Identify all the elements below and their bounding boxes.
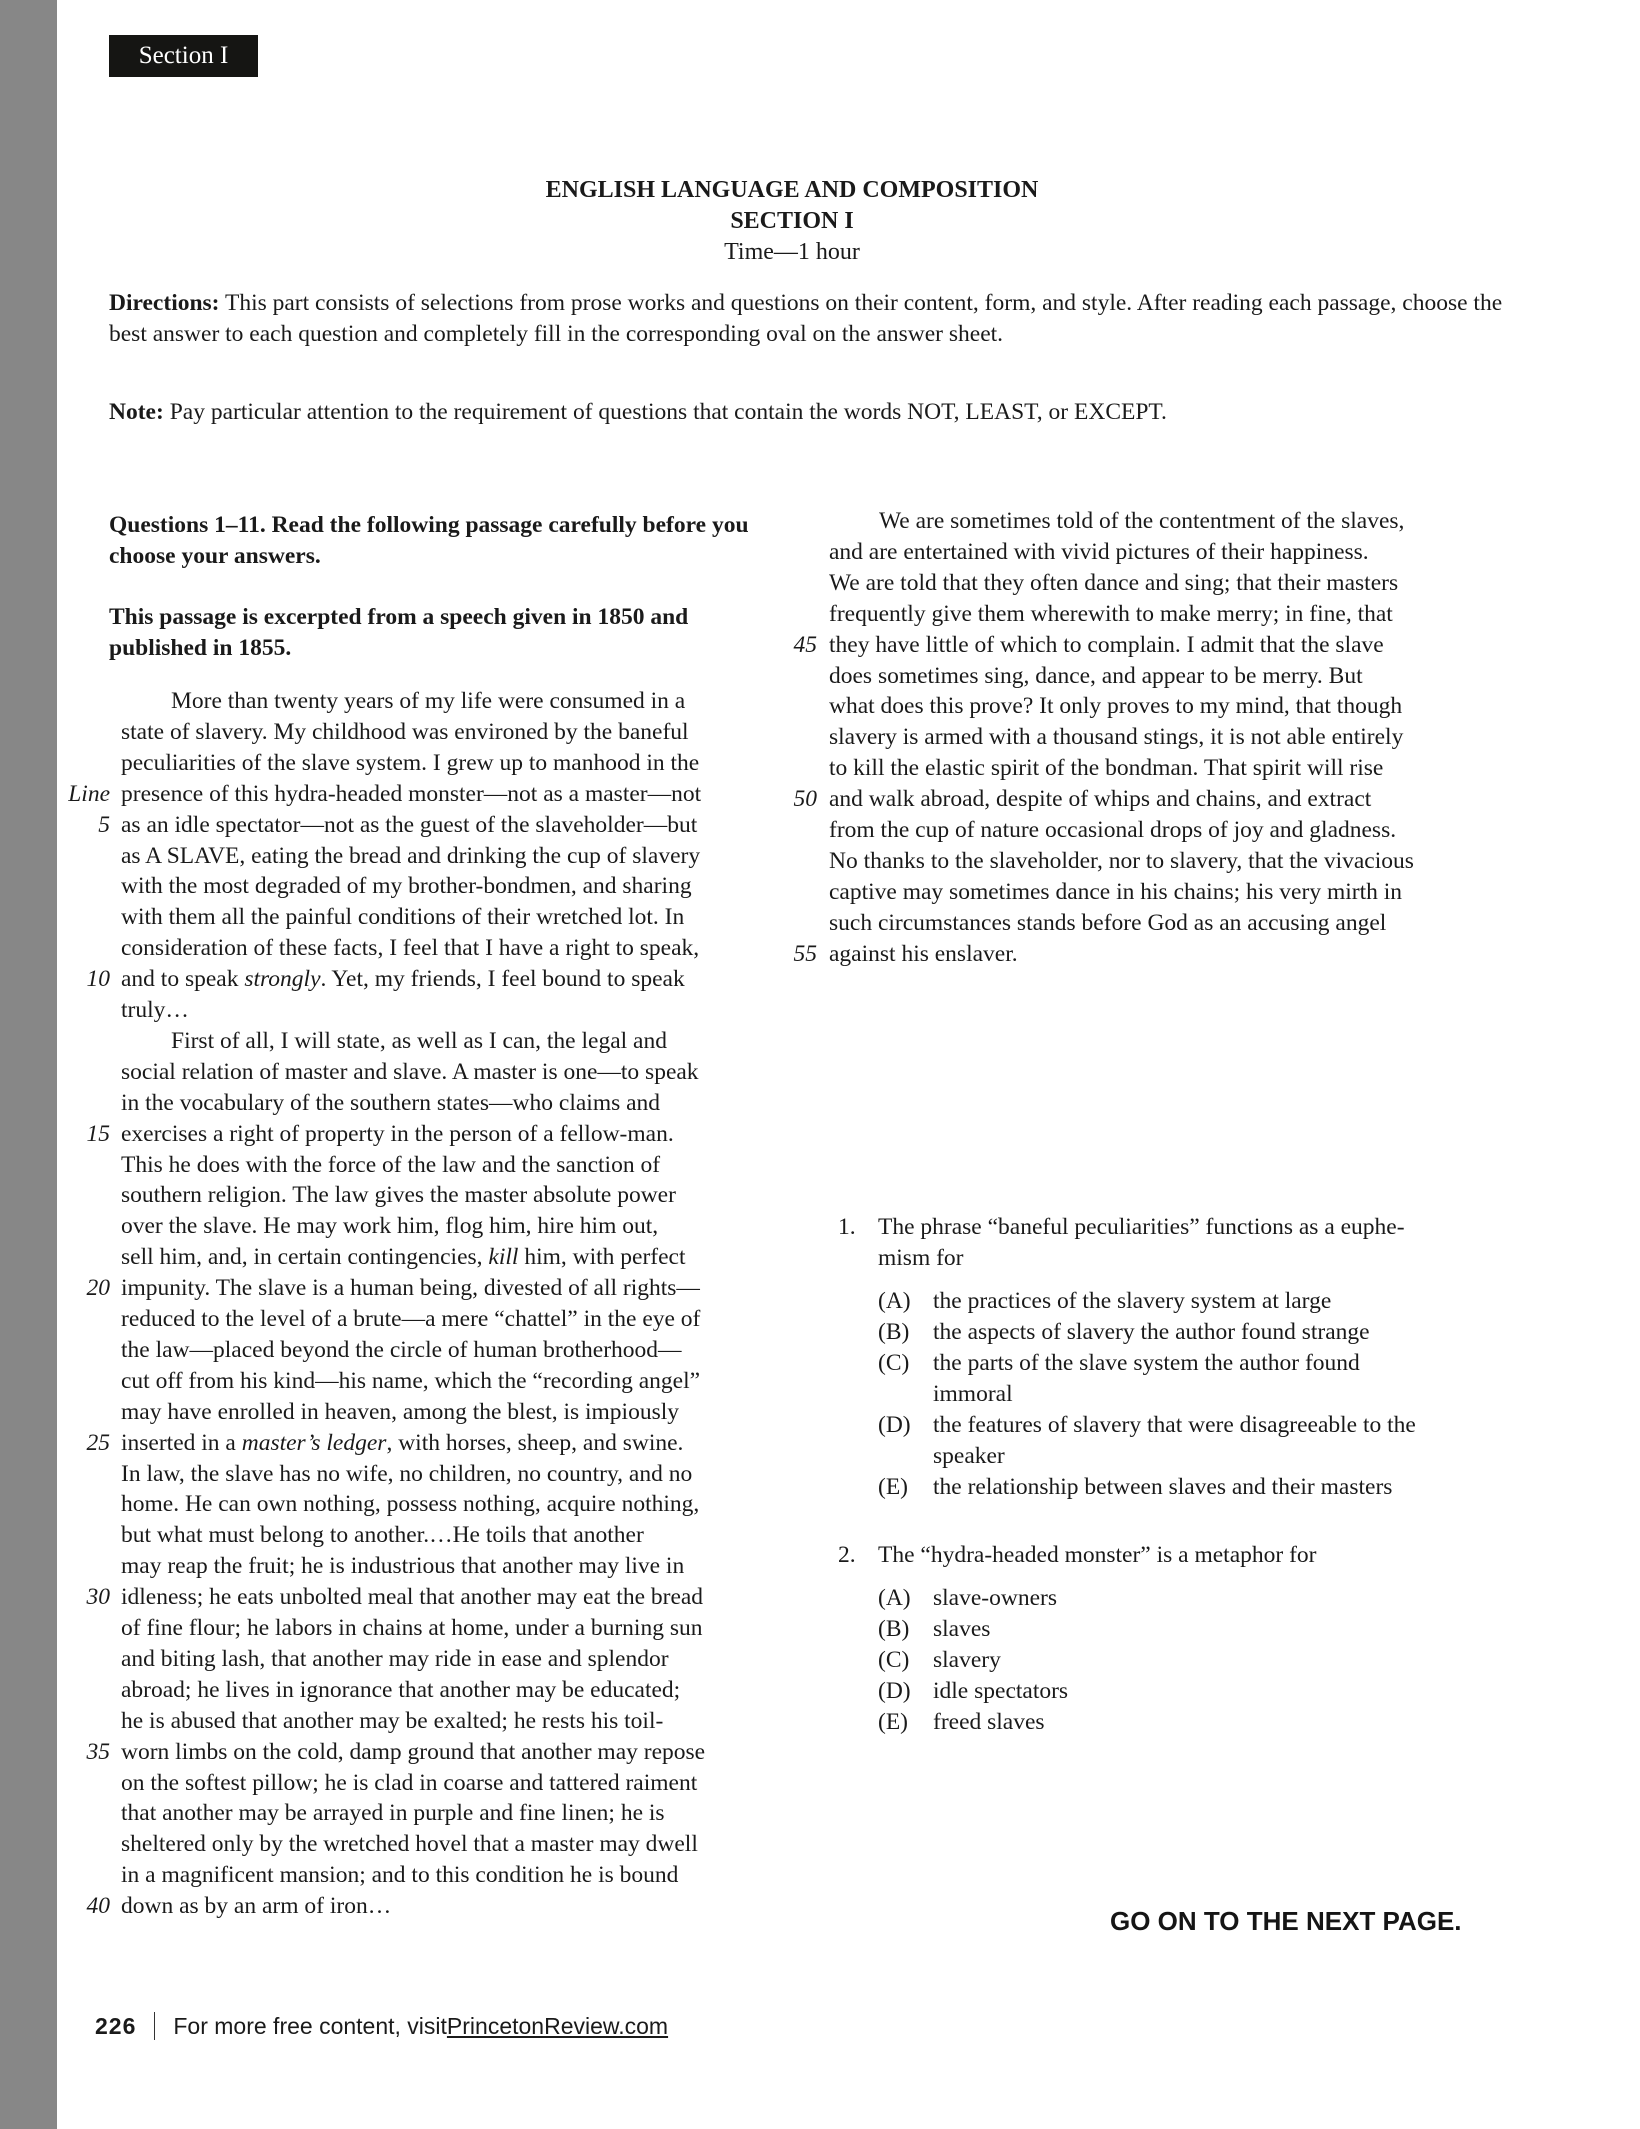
- directions-text: This part consists of selections from prose works and questions on their content, form, and style. After reading each passage, choose the best answer to each question and completely fill in the corresponding oval on the answer sheet.: [109, 290, 1503, 347]
- answer-option-label[interactable]: (C): [878, 1350, 910, 1376]
- passage-line: We are told that they often dance and sing; that their masters: [829, 569, 1399, 596]
- answer-option-text[interactable]: the features of slavery that were disagreeable to the: [933, 1412, 1416, 1438]
- passage-line: worn limbs on the cold, damp ground that another may repose: [121, 1738, 706, 1765]
- footer-text: For more free content, visit: [173, 2012, 447, 2039]
- passage-line: exercises a right of property in the person of a fellow-man.: [121, 1120, 674, 1147]
- answer-option-label[interactable]: (C): [878, 1647, 910, 1673]
- directions: [109, 288, 1509, 350]
- passage-line: peculiarities of the slave system. I grew up to manhood in the: [121, 749, 700, 776]
- passage-instructions: Questions 1–11. Read the following passage carefully before you choose your answers.: [109, 512, 749, 569]
- line-number: 35: [86, 1738, 110, 1765]
- line-number: 25: [86, 1429, 110, 1456]
- passage-line: home. He can own nothing, possess nothing, acquire nothing,: [121, 1491, 700, 1518]
- princeton-review-link[interactable]: PrincetonReview.com: [446, 2012, 669, 2039]
- answer-option-text[interactable]: freed slaves: [933, 1709, 1045, 1735]
- passage-line: and walk abroad, despite of whips and chains, and extract: [829, 786, 1372, 813]
- answer-option-text[interactable]: immoral: [933, 1381, 1013, 1407]
- passage-line: in a magnificent mansion; and to this condition he is bound: [121, 1862, 679, 1889]
- passage-line: as an idle spectator—not as the guest of the slaveholder—but: [121, 811, 698, 838]
- answer-option-label[interactable]: (A): [878, 1288, 911, 1314]
- passage-line: First of all, I will state, as well as I can, the legal and: [171, 1027, 667, 1054]
- passage-line: idleness; he eats unbolted meal that another may eat the bread: [121, 1584, 704, 1611]
- note-text: Pay particular attention to the requirement of questions that contain the words NOT, LEAST, or EXCEPT.: [163, 399, 1167, 425]
- passage-line: with the most degraded of my brother-bondmen, and sharing: [121, 873, 692, 900]
- question-stem: The “hydra-headed monster” is a metaphor for: [878, 1542, 1317, 1568]
- passage-line: captive may sometimes dance in his chains; his very mirth in: [829, 878, 1403, 905]
- section-tab: Section I: [109, 35, 258, 77]
- passage-line: may reap the fruit; he is industrious that another may live in: [121, 1553, 685, 1580]
- answer-option-text[interactable]: slaves: [933, 1616, 991, 1642]
- page-number: 226: [95, 2012, 137, 2039]
- answer-option-text[interactable]: the relationship between slaves and their masters: [933, 1474, 1393, 1500]
- passage-line: abroad; he lives in ignorance that another may be educated;: [121, 1676, 681, 1703]
- passage-line: as A SLAVE, eating the bread and drinking the cup of slavery: [121, 842, 701, 869]
- answer-option-label[interactable]: (B): [878, 1616, 910, 1642]
- passage-line: against his enslaver.: [829, 940, 1018, 967]
- emphasized-text: strongly: [244, 966, 321, 993]
- line-number: 40: [86, 1893, 110, 1920]
- page-edge-bar: [0, 0, 57, 2129]
- answer-option-text[interactable]: slavery: [933, 1647, 1001, 1673]
- line-number: 20: [86, 1275, 110, 1302]
- exam-title: ENGLISH LANGUAGE AND COMPOSITION: [545, 177, 1039, 203]
- answer-option-text[interactable]: slave-owners: [933, 1585, 1057, 1611]
- passage-line: but what must belong to another.…He toils that another: [121, 1522, 644, 1549]
- passage-line: In law, the slave has no wife, no children, no country, and no: [121, 1460, 693, 1487]
- passage-line: and are entertained with vivid pictures of their happiness.: [829, 538, 1369, 565]
- passage-line: does sometimes sing, dance, and appear to be merry. But: [829, 662, 1363, 689]
- passage-line: the law—placed beyond the circle of human brotherhood—: [121, 1336, 682, 1363]
- answer-option-text[interactable]: the practices of the slavery system at large: [933, 1288, 1332, 1314]
- passage-line: frequently give them wherewith to make merry; in fine, that: [829, 600, 1393, 627]
- answer-option-label[interactable]: (E): [878, 1474, 909, 1500]
- footer-divider: [154, 2012, 155, 2040]
- line-number: 45: [793, 631, 817, 658]
- answer-option-text[interactable]: the parts of the slave system the author found: [933, 1350, 1360, 1376]
- answer-option-label[interactable]: (B): [878, 1319, 910, 1345]
- answer-option-label[interactable]: (D): [878, 1412, 911, 1438]
- passage-line: and biting lash, that another may ride in ease and splendor: [121, 1645, 669, 1672]
- passage-line: cut off from his kind—his name, which the “recording angel”: [121, 1367, 701, 1394]
- directions-label: Directions:: [109, 290, 220, 316]
- answer-option-label[interactable]: (A): [878, 1585, 911, 1611]
- time-limit: Time—1 hour: [724, 239, 860, 265]
- note: [109, 397, 1509, 428]
- passage-line: what does this prove? It only proves to my mind, that though: [829, 693, 1403, 720]
- passage-line: with them all the painful conditions of their wretched lot. In: [121, 904, 685, 931]
- answer-option-label[interactable]: (E): [878, 1709, 909, 1735]
- passage-line: may have enrolled in heaven, among the blest, is impiously: [121, 1398, 679, 1425]
- answer-option-text[interactable]: the aspects of slavery the author found strange: [933, 1319, 1370, 1345]
- question-number: 1.: [838, 1214, 856, 1240]
- passage-line: they have little of which to complain. I admit that the slave: [829, 631, 1384, 658]
- passage-line: presence of this hydra-headed monster—not as a master—not: [121, 780, 702, 807]
- passage-line: of fine flour; he labors in chains at home, under a burning sun: [121, 1615, 703, 1641]
- section-title: SECTION I: [730, 208, 854, 234]
- passage-line: sell him, and, in certain contingencies, kill him, with perfect: [121, 1244, 686, 1271]
- passage-source: This passage is excerpted from a speech given in 1850 and published in 1855.: [109, 604, 689, 661]
- passage-line: from the cup of nature occasional drops of joy and gladness.: [829, 817, 1397, 843]
- passage-line: and to speak strongly. Yet, my friends, I feel bound to speak: [121, 966, 685, 993]
- passage-line: We are sometimes told of the contentment of the slaves,: [879, 508, 1405, 534]
- passage-line: inserted in a master’s ledger, with horses, sheep, and swine.: [121, 1429, 684, 1456]
- emphasized-text: master’s ledger: [241, 1429, 387, 1456]
- passage-line: This he does with the force of the law and the sanction of: [121, 1151, 661, 1178]
- passage-line: slavery is armed with a thousand stings, it is not able entirely: [829, 724, 1404, 751]
- answer-option-label[interactable]: (D): [878, 1678, 911, 1704]
- line-number: 50: [793, 786, 817, 813]
- passage-line: over the slave. He may work him, flog him, hire him out,: [121, 1213, 659, 1240]
- passage-line: he is abused that another may be exalted; he rests his toil-: [121, 1707, 664, 1734]
- question-number: 2.: [838, 1542, 856, 1568]
- passage-line: No thanks to the slaveholder, nor to slavery, that the vivacious: [829, 847, 1414, 874]
- line-number: Line: [68, 780, 110, 807]
- line-number: 55: [793, 940, 817, 967]
- line-number: 30: [86, 1584, 110, 1611]
- emphasized-text: kill: [488, 1244, 519, 1271]
- passage-line: in the vocabulary of the southern states—who claims and: [121, 1089, 661, 1116]
- passage-line: truly…: [121, 997, 189, 1023]
- note-label: Note:: [109, 399, 164, 425]
- line-number: 15: [86, 1120, 110, 1147]
- passage-line: impunity. The slave is a human being, divested of all rights—: [121, 1275, 700, 1302]
- question-stem: mism for: [878, 1245, 964, 1271]
- passage-line: to kill the elastic spirit of the bondman. That spirit will rise: [829, 755, 1384, 782]
- answer-option-text[interactable]: idle spectators: [933, 1678, 1069, 1704]
- passage-line: state of slavery. My childhood was environed by the baneful: [121, 718, 689, 745]
- passage-line: southern religion. The law gives the master absolute power: [121, 1182, 676, 1209]
- answer-option-text[interactable]: speaker: [933, 1443, 1005, 1469]
- next-page-notice: GO ON TO THE NEXT PAGE.: [1110, 1906, 1462, 1936]
- passage-line: down as by an arm of iron…: [121, 1893, 392, 1920]
- passage-line: sheltered only by the wretched hovel that a master may dwell: [121, 1831, 698, 1858]
- passage-line: that another may be arrayed in purple and fine linen; he is: [121, 1800, 665, 1827]
- passage-line: reduced to the level of a brute—a mere “chattel” in the eye of: [121, 1306, 701, 1332]
- passage-line: social relation of master and slave. A master is one—to speak: [121, 1058, 699, 1085]
- passage-line: More than twenty years of my life were consumed in a: [171, 688, 686, 714]
- line-number: 10: [86, 966, 110, 993]
- passage-line: such circumstances stands before God as an accusing angel: [829, 909, 1387, 936]
- passage-line: consideration of these facts, I feel that I have a right to speak,: [121, 935, 700, 962]
- line-number: 5: [98, 811, 110, 838]
- question-stem: The phrase “baneful peculiarities” functions as a euphe-: [878, 1214, 1405, 1240]
- passage-line: on the softest pillow; he is clad in coarse and tattered raiment: [121, 1769, 698, 1796]
- page-footer: [95, 2012, 668, 2040]
